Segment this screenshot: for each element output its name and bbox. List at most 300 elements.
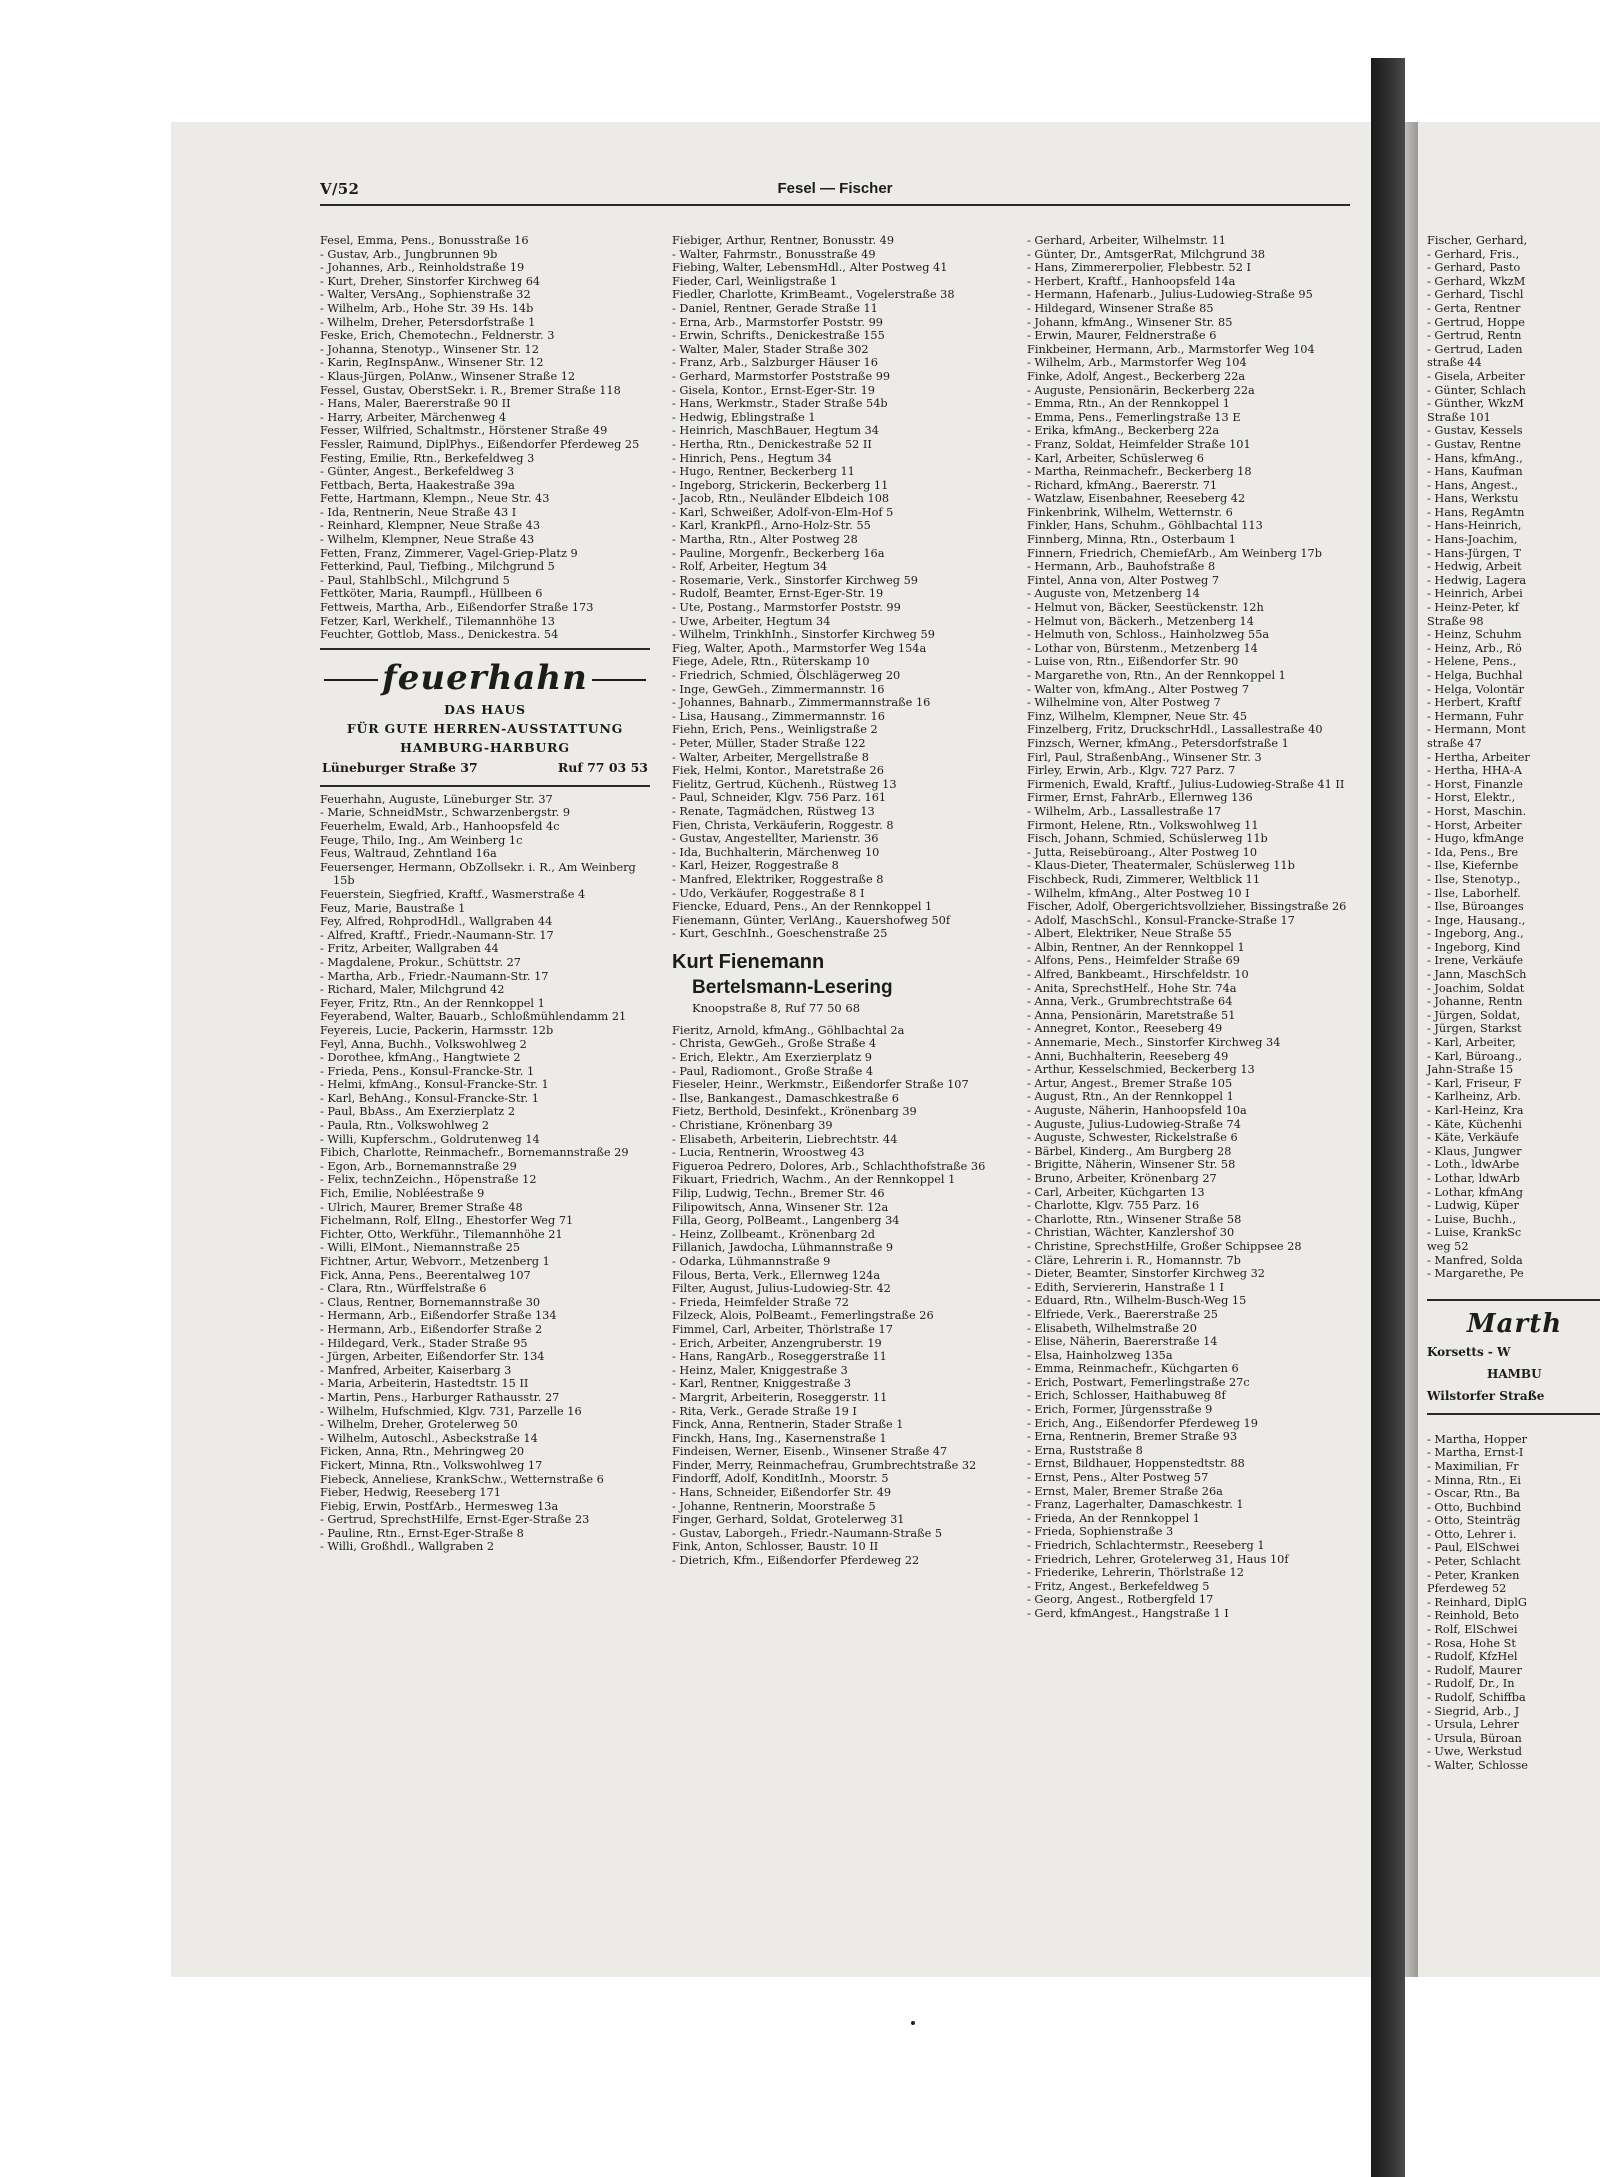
- directory-entry: - Christa, GewGeh., Große Straße 4: [672, 1037, 877, 1051]
- directory-entry: - Käte, Küchenhi: [1427, 1117, 1522, 1131]
- directory-entry: - Auguste, Julius-Ludowieg-Straße 74: [1027, 1117, 1241, 1131]
- directory-entry: - Karl, KrankPfl., Arno-Holz-Str. 55: [672, 519, 871, 533]
- directory-entry: - Richard, Maler, Milchgrund 42: [320, 983, 505, 997]
- directory-entry: - Emma, Reinmachefr., Küchgarten 6: [1027, 1362, 1239, 1376]
- directory-entry: - Elisabeth, Arbeiterin, Liebrechtstr. 44: [672, 1132, 898, 1146]
- directory-entry: - Emma, Pens., Femerlingstraße 13 E: [1027, 410, 1241, 424]
- directory-entry: - Maximilian, Fr: [1427, 1459, 1519, 1473]
- directory-entry: - Hugo, kfmAnge: [1427, 832, 1524, 846]
- directory-entry: Fielitz, Gertrud, Küchenh., Rüstweg 13: [672, 777, 897, 791]
- directory-entry: - Albin, Rentner, An der Rennkoppel 1: [1027, 940, 1245, 954]
- directory-entry: Filip, Ludwig, Techn., Bremer Str. 46: [672, 1187, 885, 1200]
- directory-entry: - Helmi, kfmAng., Konsul-Francke-Str. 1: [320, 1078, 549, 1092]
- directory-entry: Finzelberg, Fritz, DruckschrHdl., Lassallestraße 40: [1027, 723, 1323, 737]
- directory-entry: - Martha, Reinmachefr., Beckerberg 18: [1027, 465, 1252, 479]
- directory-entry: - Johannes, Bahnarb., Zimmermannstraße 16: [672, 696, 931, 710]
- directory-entry: - Auguste von, Metzenberg 14: [1027, 587, 1200, 601]
- directory-entry: Fichtner, Artur, Webvorr., Metzenberg 1: [320, 1255, 550, 1268]
- directory-entry: Fischer, Gerhard,: [1427, 234, 1528, 247]
- directory-entry: - Anni, Buchhalterin, Reeseberg 49: [1027, 1049, 1229, 1063]
- directory-entry: - Rolf, ElSchwei: [1427, 1623, 1518, 1637]
- directory-entry: - Gisela, Kontor., Ernst-Eger-Str. 19: [672, 383, 875, 397]
- directory-entry: Finzsch, Werner, kfmAng., Petersdorfstraße 1: [1027, 736, 1289, 750]
- directory-entry: - Gisela, Arbeiter: [1427, 369, 1525, 383]
- directory-entry: - Reinhold, Beto: [1427, 1609, 1519, 1623]
- directory-entry: - Walter, Arbeiter, Mergellstraße 8: [672, 750, 869, 764]
- directory-entry: - Carl, Arbeiter, Küchgarten 13: [1027, 1185, 1205, 1199]
- directory-entry: - Ernst, Pens., Alter Postweg 57: [1027, 1471, 1209, 1485]
- directory-entry: - Heinz, Schuhm: [1427, 628, 1522, 642]
- directory-entry: - Rudolf, Dr., In: [1427, 1677, 1515, 1691]
- directory-entry: - Hertha, Arbeiter: [1427, 750, 1530, 764]
- directory-entry: Fisch, Johann, Schmied, Schüslerweg 11b: [1027, 832, 1268, 846]
- directory-entry: - Karl, Schweißer, Adolf-von-Elm-Hof 5: [672, 505, 894, 519]
- print-speck: [911, 2021, 915, 2025]
- directory-entry: - Erna, Ruststraße 8: [1027, 1443, 1143, 1457]
- directory-entry: - Ludwig, Küper: [1427, 1199, 1519, 1213]
- directory-entry: - Paula, Rtn., Volkswohlweg 2: [320, 1119, 490, 1133]
- directory-entry: - Gerhard, WkzM: [1427, 274, 1526, 288]
- directory-entry: - Gerhard, Marmstorfer Poststraße 99: [672, 369, 891, 383]
- directory-entry: Feuz, Marie, Baustraße 1: [320, 901, 466, 915]
- directory-entry: Fichelmann, Rolf, ElIng., Ehestorfer Weg 71: [320, 1214, 574, 1228]
- directory-entry: Fikuart, Friedrich, Wachm., An der Rennkoppel 1: [672, 1173, 956, 1187]
- directory-entry: - Egon, Arb., Bornemannstraße 29: [320, 1159, 517, 1173]
- directory-entry: Straße 101: [1427, 410, 1491, 424]
- directory-entry: Fieber, Hedwig, Reeseberg 171: [320, 1486, 501, 1500]
- directory-entry: Feske, Erich, Chemotechn., Feldnerstr. 3: [320, 329, 555, 343]
- directory-entry: - Wilhelmine von, Alter Postweg 7: [1027, 696, 1221, 710]
- directory-entry: weg 52: [1427, 1239, 1469, 1253]
- directory-entry: - Hans, Zimmererpolier, Flebbestr. 52 I: [1027, 261, 1251, 275]
- directory-entry: - Hans-Jürgen, T: [1427, 546, 1521, 560]
- directory-entry: - Gustav, Laborgeh., Friedr.-Naumann-Straße 5: [672, 1526, 943, 1540]
- directory-entry: - Felix, technZeichn., Höpenstraße 12: [320, 1173, 537, 1187]
- directory-entry: - Wilhelm, Dreher, Grotelerweg 50: [320, 1418, 518, 1432]
- directory-entry: - Rudolf, Maurer: [1427, 1663, 1522, 1677]
- directory-entry: - Walter, Schlosse: [1427, 1758, 1528, 1772]
- directory-entry: - Heinrich, Arbei: [1427, 587, 1523, 601]
- page-header: [320, 180, 1350, 204]
- directory-entry: - Rudolf, KfzHel: [1427, 1650, 1518, 1664]
- directory-entry: - Anna, Verk., Grumbrechtstraße 64: [1027, 995, 1233, 1009]
- directory-entry: - Manfred, Arbeiter, Kaiserbarg 3: [320, 1363, 512, 1377]
- directory-entry: - Gerhard, Tischl: [1427, 288, 1524, 302]
- directory-entry: - Marie, SchneidMstr., Schwarzenbergstr. 9: [320, 806, 571, 820]
- directory-entry: - Walter, Maler, Stader Straße 302: [672, 342, 869, 356]
- directory-entry: Finder, Merry, Reinmachefrau, Grumbrechtstraße 32: [672, 1458, 977, 1472]
- directory-entry: - Wilhelm, Arb., Hohe Str. 39 Hs. 14b: [320, 301, 534, 315]
- directory-entry: - Kurt, Dreher, Sinstorfer Kirchweg 64: [320, 274, 541, 288]
- directory-entry: - Martha, Ernst-I: [1427, 1446, 1524, 1460]
- directory-entry: - Harry, Arbeiter, Märchenweg 4: [320, 410, 507, 424]
- directory-entry: - Pauline, Rtn., Ernst-Eger-Straße 8: [320, 1526, 524, 1540]
- directory-entry: Fiebing, Walter, LebensmHdl., Alter Postweg 41: [672, 261, 948, 275]
- ad-rule: [1427, 1299, 1600, 1301]
- directory-entry: - Klaus-Dieter, Theatermaler, Schüslerweg 11b: [1027, 859, 1295, 873]
- directory-entry: - Klaus-Jürgen, PolAnw., Winsener Straße 12: [320, 369, 576, 383]
- martha-ad: [1427, 1299, 1600, 1415]
- directory-entry: - Margarethe, Pe: [1427, 1267, 1524, 1281]
- directory-entry: Straße 98: [1427, 614, 1484, 628]
- directory-entry: - Luise, Buchh.,: [1427, 1212, 1517, 1226]
- directory-entry: Fiebeck, Anneliese, KrankSchw., Wetternstraße 6: [320, 1472, 604, 1486]
- directory-entry: - Clara, Rtn., Würffelstraße 6: [320, 1282, 487, 1296]
- directory-entry: - Heinz, Maler, Kniggestraße 3: [672, 1363, 848, 1377]
- directory-entry: Fick, Anna, Pens., Beerentalweg 107: [320, 1268, 531, 1282]
- directory-entry: Figueroa Pedrero, Dolores, Arb., Schlachthofstraße 36: [672, 1159, 986, 1173]
- ad-phone: Ruf 77 03 53: [557, 759, 648, 775]
- directory-entry: - Rolf, Arbeiter, Hegtum 34: [672, 560, 828, 574]
- directory-entry: - Käte, Verkäufe: [1427, 1131, 1519, 1145]
- ad-subtitle: Bertelsmann-Lesering: [692, 976, 893, 998]
- directory-entry: - Horst, Elektr.,: [1427, 791, 1516, 805]
- directory-entry: - Ursula, Büroan: [1427, 1731, 1522, 1745]
- directory-entry: - Friedrich, Lehrer, Grotelerweg 31, Haus 10f: [1027, 1552, 1289, 1566]
- directory-entry: - Dietrich, Kfm., Eißendorfer Pferdeweg 22: [672, 1554, 920, 1568]
- directory-entry: - Walter, VersAng., Sophienstraße 32: [320, 288, 531, 302]
- directory-entry: - Ilse, Laborhelf.: [1427, 886, 1521, 900]
- directory-entry: - Horst, Maschin.: [1427, 804, 1527, 818]
- directory-entry: Firmenich, Ewald, Kraftf., Julius-Ludowieg-Straße 41 II: [1027, 777, 1345, 791]
- directory-entry: - Charlotte, Klgv. 755 Parz. 16: [1027, 1199, 1200, 1213]
- directory-entry: - Karl, Arbeiter,: [1427, 1036, 1516, 1050]
- directory-entry: - Pauline, Morgenfr., Beckerberg 16a: [672, 546, 885, 560]
- directory-entry: - Johanna, Stenotyp., Winsener Str. 12: [320, 342, 539, 356]
- directory-entry: Ficken, Anna, Rtn., Mehringweg 20: [320, 1445, 525, 1459]
- directory-entry: - Frieda, Sophienstraße 3: [1027, 1525, 1174, 1539]
- directory-entry: - Walter von, kfmAng., Alter Postweg 7: [1027, 682, 1250, 696]
- directory-entry: Fiencke, Eduard, Pens., An der Rennkoppel 1: [672, 900, 933, 914]
- directory-entry: - Erich, Schlosser, Haithabuweg 8f: [1027, 1389, 1226, 1403]
- directory-entry: - Martha, Rtn., Alter Postweg 28: [672, 533, 858, 547]
- book-binding: [1371, 58, 1405, 2177]
- directory-entry: - Artur, Angest., Bremer Straße 105: [1027, 1076, 1233, 1090]
- directory-entry: - Luise, KrankSc: [1427, 1226, 1522, 1240]
- directory-entry: - Hans, RegAmtn: [1427, 505, 1525, 519]
- directory-entry: Fessler, Raimund, DiplPhys., Eißendorfer Pferdeweg 25: [320, 437, 640, 451]
- directory-entry: - Hans, Maler, Baererstraße 90 II: [320, 397, 511, 411]
- directory-entry: Feuchter, Gottlob, Mass., Denickestra. 54: [320, 628, 559, 642]
- directory-entry: Fey, Alfred, RohprodHdl., Wallgraben 44: [320, 915, 553, 929]
- directory-entry: - Paul, ElSchwei: [1427, 1541, 1520, 1555]
- directory-entry: - Dieter, Beamter, Sinstorfer Kirchweg 32: [1027, 1267, 1265, 1281]
- directory-entry: Pferdeweg 52: [1427, 1582, 1507, 1596]
- directory-entry: - Jacob, Rtn., Neuländer Elbdeich 108: [672, 492, 890, 506]
- directory-entry: Fien, Christa, Verkäuferin, Roggestr. 8: [672, 818, 894, 832]
- directory-entry: - Ida, Buchhalterin, Märchenweg 10: [672, 845, 880, 859]
- directory-entry: - Christian, Wächter, Kanzlershof 30: [1027, 1226, 1235, 1240]
- directory-entry: - Willi, ElMont., Niemannstraße 25: [320, 1241, 521, 1255]
- directory-entry: - Erna, Arb., Marmstorfer Poststr. 99: [672, 315, 883, 329]
- directory-entry: - Hans, Werkstu: [1427, 492, 1519, 506]
- directory-entry: - Otto, Buchbind: [1427, 1500, 1522, 1514]
- directory-entry: Feyl, Anna, Buchh., Volkswohlweg 2: [320, 1037, 527, 1051]
- directory-entry: - Friederike, Lehrerin, Thörlstraße 12: [1027, 1566, 1244, 1580]
- directory-entry: - Hans, Werkmstr., Stader Straße 54b: [672, 397, 888, 411]
- directory-entry: - Hans, Kaufman: [1427, 465, 1523, 479]
- directory-entry: - Claus, Rentner, Bornemannstraße 30: [320, 1295, 541, 1309]
- directory-entry: - Ursula, Lehrer: [1427, 1718, 1519, 1732]
- directory-entry: - Elise, Näherin, Baererstraße 14: [1027, 1335, 1218, 1349]
- directory-entry: Fich, Emilie, Nobléestraße 9: [320, 1187, 485, 1201]
- directory-entry: straße 44: [1427, 356, 1482, 370]
- directory-entry: Fettweis, Martha, Arb., Eißendorfer Straße 173: [320, 601, 594, 615]
- ad-body: [320, 656, 650, 777]
- directory-entry: - Hinrich, Pens., Hegtum 34: [672, 451, 832, 465]
- directory-entry: - Brigitte, Näherin, Winsener Str. 58: [1027, 1158, 1236, 1172]
- directory-entry: Finnern, Friedrich, ChemiefArb., Am Weinberg 17b: [1027, 546, 1322, 560]
- directory-entry: - Erwin, Schrifts., Denickestraße 155: [672, 329, 885, 343]
- directory-entry: Feyerabend, Walter, Bauarb., Schloßmühlendamm 21: [320, 1010, 627, 1024]
- running-title: Fesel — Fischer: [777, 180, 893, 197]
- directory-entry: - Erich, Ang., Eißendorfer Pferdeweg 19: [1027, 1416, 1258, 1430]
- directory-entry: - Lothar, kfmAng: [1427, 1185, 1524, 1199]
- directory-entry: - Rita, Verk., Gerade Straße 19 I: [672, 1404, 857, 1418]
- directory-entry: Finckh, Hans, Ing., Kasernenstraße 1: [672, 1431, 887, 1445]
- directory-entry: - Hermann, Hafenarb., Julius-Ludowieg-Straße 95: [1027, 288, 1313, 302]
- directory-entry: - Karl, Friseur, F: [1427, 1076, 1522, 1090]
- directory-entry: - Karl, Rentner, Kniggestraße 3: [672, 1377, 852, 1391]
- directory-entry: - Lucia, Rentnerin, Wroostweg 43: [672, 1146, 865, 1160]
- directory-entry: - Daniel, Rentner, Gerade Straße 11: [672, 301, 878, 315]
- directory-entry: Fieritz, Arnold, kfmAng., Göhlbachtal 2a: [672, 1023, 905, 1037]
- directory-entry: Finkler, Hans, Schuhm., Göhlbachtal 113: [1027, 519, 1263, 533]
- directory-entry: - Hermann, Arb., Eißendorfer Straße 134: [320, 1309, 557, 1323]
- directory-entry: - Gustav, Angestellter, Marienstr. 36: [672, 832, 879, 846]
- directory-entry: - Luise von, Rtn., Eißendorfer Str. 90: [1027, 655, 1239, 669]
- directory-entry: - Otto, Lehrer i.: [1427, 1527, 1517, 1541]
- directory-entry: Fimmel, Carl, Arbeiter, Thörlstraße 17: [672, 1322, 893, 1336]
- directory-entry: - Minna, Rtn., Ei: [1427, 1473, 1522, 1487]
- feuerhahn-logo: [320, 656, 650, 700]
- directory-entry: - Johann, kfmAng., Winsener Str. 85: [1027, 315, 1233, 329]
- directory-entry: - Karl, Heizer, Roggestraße 8: [672, 859, 839, 873]
- ad-line-1: DAS HAUS: [444, 701, 526, 717]
- directory-entry: - Reinhard, Klempner, Neue Straße 43: [320, 519, 541, 533]
- directory-entry: Fintel, Anna von, Alter Postweg 7: [1027, 573, 1220, 587]
- directory-entry: Fesser, Wilfried, Schaltmstr., Hörstener Straße 49: [320, 424, 608, 438]
- directory-entry: - Erich, Arbeiter, Anzengruberstr. 19: [672, 1336, 882, 1350]
- directory-entry: - Inge, Hausang.,: [1427, 913, 1526, 927]
- directory-entry: Fischer, Adolf, Obergerichtsvollzieher, Bissingstraße 26: [1027, 900, 1347, 914]
- ad-rule: [320, 648, 650, 650]
- directory-entry: - August, Rtn., An der Rennkoppel 1: [1027, 1090, 1234, 1104]
- directory-entry: Fetzer, Karl, Werkhelf., Tilemannhöhe 13: [320, 614, 555, 628]
- directory-entry: - Charlotte, Rtn., Winsener Straße 58: [1027, 1212, 1242, 1226]
- directory-entry: - Karl, Büroang.,: [1427, 1049, 1522, 1063]
- directory-entry: - Heinz, Zollbeamt., Krönenbarg 2d: [672, 1227, 876, 1241]
- directory-entry: Fiek, Helmi, Kontor., Maretstraße 26: [672, 764, 884, 778]
- directory-entry: - Annegret, Kontor., Reeseberg 49: [1027, 1022, 1223, 1036]
- directory-entry: Fietz, Berthold, Desinfekt., Krönenbarg 39: [672, 1105, 917, 1119]
- directory-entry: - Bruno, Arbeiter, Krönenbarg 27: [1027, 1171, 1217, 1185]
- directory-entry: Firmont, Helene, Rtn., Volkswohlweg 11: [1027, 818, 1259, 832]
- directory-entry: - Lisa, Hausang., Zimmermannstr. 16: [672, 709, 885, 723]
- directory-entry: - Wilhelm, Hufschmied, Klgv. 731, Parzelle 16: [320, 1404, 582, 1418]
- directory-entry: Fetten, Franz, Zimmerer, Vagel-Griep-Platz 9: [320, 546, 578, 560]
- next-page-fragment: [1417, 122, 1600, 1977]
- directory-entry: - Uwe, Arbeiter, Hegtum 34: [672, 614, 831, 628]
- ad-address: Knoopstraße 8, Ruf 77 50 68: [692, 1000, 861, 1015]
- directory-entry: - Gerhard, Fris.,: [1427, 247, 1520, 261]
- directory-entry: Filter, August, Julius-Ludowieg-Str. 42: [672, 1282, 891, 1296]
- directory-entry: - Helmut von, Bäckerh., Metzenberg 14: [1027, 614, 1254, 628]
- directory-entry: - Jann, MaschSch: [1427, 968, 1527, 982]
- directory-entry: - Wilhelm, Arb., Lassallestraße 17: [1027, 804, 1222, 818]
- directory-entry: - Ida, Rentnerin, Neue Straße 43 I: [320, 505, 517, 519]
- directory-entry: - Herbert, Kraftf: [1427, 696, 1521, 710]
- directory-entry: Filous, Berta, Verk., Ellernweg 124a: [672, 1268, 881, 1282]
- directory-entry: - Helene, Pens.,: [1427, 655, 1517, 669]
- directory-entry: Finck, Anna, Rentnerin, Stader Straße 1: [672, 1418, 904, 1432]
- directory-entry: - Günter, Schlach: [1427, 383, 1526, 397]
- directory-entry: - Paul, Schneider, Klgv. 756 Parz. 161: [672, 791, 887, 805]
- directory-entry: Feuerstein, Siegfried, Kraftf., Wasmerstraße 4: [320, 887, 586, 901]
- directory-entry: - Erna, Rentnerin, Bremer Straße 93: [1027, 1430, 1238, 1444]
- directory-entry: - Wilhelm, Klempner, Neue Straße 43: [320, 533, 535, 547]
- directory-entry: Fieseler, Heinr., Werkmstr., Eißendorfer Straße 107: [672, 1078, 969, 1092]
- ad-rule: [1427, 1413, 1600, 1415]
- directory-entry: - Hedwig, Eblingstraße 1: [672, 410, 816, 424]
- directory-entry: - Ilse, Bankangest., Damaschkestraße 6: [672, 1091, 899, 1105]
- directory-entry: - Wilhelm, Arb., Marmstorfer Weg 104: [1027, 356, 1247, 370]
- directory-entry: - Inge, GewGeh., Zimmermannstr. 16: [672, 682, 885, 696]
- directory-entry: - Renate, Tagmädchen, Rüstweg 13: [672, 804, 875, 818]
- directory-entry: Feuerhelm, Ewald, Arb., Hanhoopsfeld 4c: [320, 820, 560, 833]
- directory-entry: straße 47: [1427, 736, 1482, 750]
- directory-entry: Feyer, Fritz, Rtn., An der Rennkoppel 1: [320, 996, 545, 1010]
- directory-entry: Feus, Waltraud, Zehntland 16a: [320, 847, 497, 861]
- directory-entry: - Johannes, Arb., Reinholdstraße 19: [320, 261, 525, 275]
- directory-entry: - Ingeborg, Ang.,: [1427, 927, 1524, 941]
- directory-entry: - Anita, SprechstHelf., Hohe Str. 74a: [1027, 981, 1237, 995]
- directory-entry: - Hertha, Rtn., Denickestraße 52 II: [672, 437, 872, 451]
- directory-entry: - Erich, Postwart, Femerlingstraße 27c: [1027, 1375, 1250, 1389]
- ad-line-3: Wilstorfer Straße: [1427, 1388, 1545, 1403]
- directory-entry: - Loth., ldwArbe: [1427, 1158, 1520, 1172]
- directory-entry: - Franz, Lagerhalter, Damaschkestr. 1: [1027, 1498, 1244, 1512]
- directory-entry: - Auguste, Pensionärin, Beckerberg 22a: [1027, 383, 1255, 397]
- directory-entry: - Dorothee, kfmAng., Hangtwiete 2: [320, 1051, 521, 1065]
- directory-entry: - Hans, Schneider, Eißendorfer Str. 49: [672, 1486, 892, 1500]
- directory-entry: - Rudolf, Beamter, Ernst-Eger-Str. 19: [672, 587, 884, 601]
- directory-entry: - Odarka, Lühmannstraße 9: [672, 1254, 831, 1268]
- directory-entry: - Bärbel, Kinderg., Am Burgberg 28: [1027, 1144, 1232, 1158]
- directory-entry: - Willi, Großhdl., Wallgraben 2: [320, 1540, 495, 1554]
- directory-entry: - Horst, Arbeiter: [1427, 818, 1522, 832]
- directory-entry: - Hermann, Fuhr: [1427, 709, 1524, 723]
- directory-entry: - Hildegard, Winsener Straße 85: [1027, 301, 1214, 315]
- directory-entry: - Hermann, Mont: [1427, 723, 1526, 737]
- directory-entry: - Gertrud, SprechstHilfe, Ernst-Eger-Straße 23: [320, 1513, 590, 1527]
- directory-entry: - Ernst, Maler, Bremer Straße 26a: [1027, 1484, 1223, 1498]
- directory-entry: - Erwin, Maurer, Feldnerstraße 6: [1027, 329, 1217, 343]
- directory-entry: - Karin, RegInspAnw., Winsener Str. 12: [320, 356, 544, 370]
- directory-entry: - Klaus, Jungwer: [1427, 1144, 1522, 1158]
- directory-entry: - Peter, Kranken: [1427, 1568, 1520, 1582]
- ad-line-1: Korsetts - W: [1427, 1344, 1511, 1359]
- directory-entry: - Georg, Angest., Rotbergfeld 17: [1027, 1593, 1214, 1607]
- directory-entry: - Ilse, Büroanges: [1427, 900, 1524, 914]
- directory-entry: - Heinz-Peter, kf: [1427, 601, 1519, 615]
- directory-entry: Fieder, Carl, Weinligstraße 1: [672, 274, 838, 288]
- directory-entry: - Ingeborg, Strickerin, Beckerberg 11: [672, 478, 889, 492]
- directory-entry: - Irene, Verkäufe: [1427, 954, 1524, 968]
- directory-entry: - Frieda, An der Rennkoppel 1: [1027, 1511, 1200, 1525]
- directory-entry: - Lothar von, Bürstenm., Metzenberg 14: [1027, 641, 1258, 655]
- directory-entry: Finkenbrink, Wilhelm, Wetternstr. 6: [1027, 505, 1233, 519]
- directory-entry: - Martha, Hopper: [1427, 1432, 1528, 1446]
- directory-entry: - Alfred, Kraftf., Friedr.-Naumann-Str. 17: [320, 928, 554, 942]
- directory-entry: - Helmuth von, Schloss., Hainholzweg 55a: [1027, 628, 1270, 642]
- directory-entry: - Edith, Serviererin, Hanstraße 1 I: [1027, 1280, 1224, 1294]
- directory-entry: - Walter, Fahrmstr., Bonusstraße 49: [672, 247, 876, 261]
- directory-entry: Fiebig, Erwin, PostfArb., Hermesweg 13a: [320, 1499, 559, 1513]
- directory-entry: - Alfons, Pens., Heimfelder Straße 69: [1027, 954, 1240, 968]
- directory-entry: - Gertrud, Laden: [1427, 342, 1523, 356]
- directory-entry: - Gustav, Kessels: [1427, 424, 1523, 438]
- directory-entry: - Paul, Radiomont., Große Straße 4: [672, 1064, 874, 1078]
- directory-entry: - Jürgen, Soldat,: [1427, 1008, 1521, 1022]
- directory-entry: - Eduard, Rtn., Wilhelm-Busch-Weg 15: [1027, 1294, 1247, 1308]
- directory-entry: Fettköter, Maria, Raumpfl., Hüllbeen 6: [320, 587, 543, 601]
- directory-entry: - Christine, SprechstHilfe, Großer Schippsee 28: [1027, 1239, 1302, 1253]
- column-2: [672, 234, 1008, 1568]
- directory-entry: - Frieda, Pens., Konsul-Francke-Str. 1: [320, 1064, 535, 1078]
- column-3: [1027, 234, 1365, 1621]
- directory-entry: - Ingeborg, Kind: [1427, 940, 1521, 954]
- directory-entry: - Karl-Heinz, Kra: [1427, 1104, 1524, 1117]
- directory-entry: - Gerhard, Arbeiter, Wilhelmstr. 11: [1027, 234, 1226, 247]
- directory-entry: - Emma, Rtn., An der Rennkoppel 1: [1027, 397, 1230, 411]
- page-number: V/52: [320, 180, 360, 198]
- directory-entry: Fienemann, Günter, VerlAng., Kauershofweg 50f: [672, 913, 951, 927]
- directory-entry: - Karl, Arbeiter, Schüslerweg 6: [1027, 451, 1204, 465]
- directory-entry: - Ilse, Kiefernbe: [1427, 859, 1519, 873]
- feuerhahn-ad: [320, 648, 650, 787]
- column-1: [320, 234, 650, 1554]
- directory-entry: - Heinrich, MaschBauer, Hegtum 34: [672, 424, 879, 438]
- directory-entry: - Gertrud, Hoppe: [1427, 315, 1525, 329]
- directory-entry: Feuersenger, Hermann, ObZollsekr. i. R., Am Weinberg 15b: [320, 860, 636, 888]
- directory-entry: - Peter, Müller, Stader Straße 122: [672, 736, 866, 750]
- ad-address-row: [320, 759, 650, 777]
- directory-entry: - Johanne, Rentnerin, Moorstraße 5: [672, 1499, 876, 1513]
- directory-entry: - Jutta, Reisebüroang., Alter Postweg 10: [1027, 845, 1258, 859]
- directory-entry: Firley, Erwin, Arb., Klgv. 727 Parz. 7: [1027, 764, 1236, 778]
- directory-entry: - Rosa, Hohe St: [1427, 1636, 1516, 1650]
- directory-entry: - Herbert, Kraftf., Hanhoopsfeld 14a: [1027, 274, 1236, 288]
- directory-entry: Fickert, Minna, Rtn., Volkswohlweg 17: [320, 1458, 543, 1472]
- directory-entry: - Hermann, Arb., Bauhofstraße 8: [1027, 560, 1216, 574]
- ad-city: HAMBURG-HARBURG: [400, 739, 570, 755]
- directory-entry: Firl, Paul, StraßenbAng., Winsener Str. 3: [1027, 750, 1262, 764]
- directory-entry: - Franz, Arb., Salzburger Häuser 16: [672, 356, 878, 370]
- directory-entry: Fiege, Adele, Rtn., Rüterskamp 10: [672, 655, 870, 669]
- directory-entry: - Karl, BehAng., Konsul-Francke-Str. 1: [320, 1091, 539, 1105]
- directory-entry: Feuge, Thilo, Ing., Am Weinberg 1c: [320, 833, 523, 847]
- directory-entry: - Peter, Schlacht: [1427, 1555, 1521, 1569]
- directory-entry: - Manfred, Solda: [1427, 1253, 1523, 1267]
- directory-entry: Fettbach, Berta, Haakestraße 39a: [320, 478, 515, 492]
- directory-entry: - Ida, Pens., Bre: [1427, 845, 1519, 859]
- directory-entry: - Paul, BbAss., Am Exerzierplatz 2: [320, 1105, 516, 1119]
- ad-street: Lüneburger Straße 37: [322, 759, 478, 775]
- directory-entry: - Friedrich, Schmied, Ölschlägerweg 20: [672, 669, 901, 682]
- directory-entry: - Hermann, Arb., Eißendorfer Straße 2: [320, 1322, 543, 1336]
- directory-entry: - Jürgen, Starkst: [1427, 1022, 1522, 1036]
